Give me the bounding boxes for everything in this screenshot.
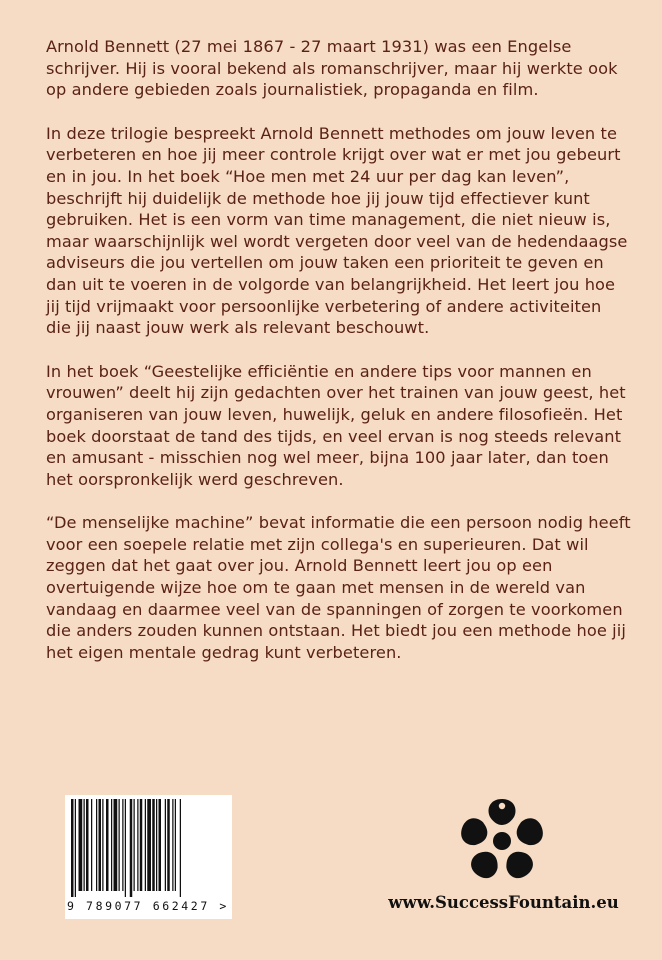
barcode-bar [147, 799, 151, 891]
barcode-bar [99, 799, 102, 891]
barcode-bar [75, 799, 76, 897]
blurb [46, 36, 631, 685]
barcode-bar [159, 799, 162, 891]
flower-icon [456, 795, 548, 887]
barcode-bar [156, 799, 157, 891]
barcode-bar [122, 799, 123, 891]
barcode-bar [167, 799, 170, 891]
barcode-bar [172, 799, 173, 891]
barcode-bar [114, 799, 118, 891]
barcode-bar [91, 799, 92, 891]
barcode-bar [130, 799, 133, 897]
barcode-bar [119, 799, 120, 891]
barcode-bar [111, 799, 112, 891]
barcode-bars [69, 799, 227, 897]
barcode-bar [175, 799, 176, 891]
barcode-bar [125, 799, 126, 897]
paragraph-human-machine: “De menselijke machine” bevat informatie die een persoon nodig heeft voor een soepele relatie met zijn collega's en superieuren. Dat wil zeggen dat het gaat over jou. Arnold Bennett leert jou op een overtuigende wijze hoe om te gaan met mensen in de wereld van vandaag en daarmee veel van de spanningen of zorgen te voorkomen die anders zouden kunnen ontstaan. Het biedt jou een methode hoe jij het eigen mentale gedrag kunt verbeteren. [46, 513, 631, 662]
isbn-barcode [65, 795, 232, 919]
barcode-bar [86, 799, 89, 891]
isbn-number: 9 789077 662427 > [67, 899, 229, 913]
paragraph-trilogy-intro: In deze trilogie bespreekt Arnold Bennett methodes om jouw leven te verbeteren en hoe jij meer controle krijgt over wat er met jou gebeurt en in jou. In het boek “Hoe men met 24 uur per dag kan leven”, beschrijft hij duidelijk de methode hoe jij jouw tijd effectiever kunt gebruiken. Het is een vorm van time management, die niet nieuw is, maar waarschijnlijk wel wordt vergeten door veel van de hedendaagse adviseurs die jou vertellen om jouw taken een prioriteit te geven en dan uit te voeren in de volgorde van belangrijkheid. Het leert jou hoe jij tijd vrijmaakt voor persoonlijke verbetering of andere activiteiten die jij naast jouw werk als relevant beschouwt. [46, 123, 628, 338]
barcode-bar [152, 799, 155, 891]
barcode-bar [137, 799, 138, 891]
paragraph-mental-efficiency: In het boek “Geestelijke efficiëntie en andere tips voor mannen en vrouwen” deelt hij zijn gedachten over het trainen van jouw geest, het organiseren van jouw leven, huwelijk, geluk en andere filosofieën. Het boek doorstaat de tand des tijds, en veel ervan is nog steeds relevant en amusant - misschien nog wel meer, bijna 100 jaar later, dan toen het oorspronkelijk werd geschreven. [46, 361, 626, 489]
barcode-bar [79, 799, 83, 891]
barcode-bar [134, 799, 135, 891]
barcode-bar [71, 799, 74, 897]
barcode-bar [140, 799, 143, 891]
barcode-bar [102, 799, 103, 891]
barcode-bar [165, 799, 166, 891]
barcode-bar [84, 799, 85, 891]
barcode-bar [145, 799, 146, 891]
paragraph-author-bio: Arnold Bennett (27 mei 1867 - 27 maart 1931) was een Engelse schrijver. Hij is vooral bekend als romanschrijver, maar hij werkte ook op andere gebieden zoals journalistiek, propaganda en film. [46, 37, 618, 100]
barcode-bar [106, 799, 109, 891]
barcode-bar [180, 799, 181, 897]
publisher-url: www.SuccessFountain.eu [388, 893, 619, 912]
barcode-bar [96, 799, 97, 891]
